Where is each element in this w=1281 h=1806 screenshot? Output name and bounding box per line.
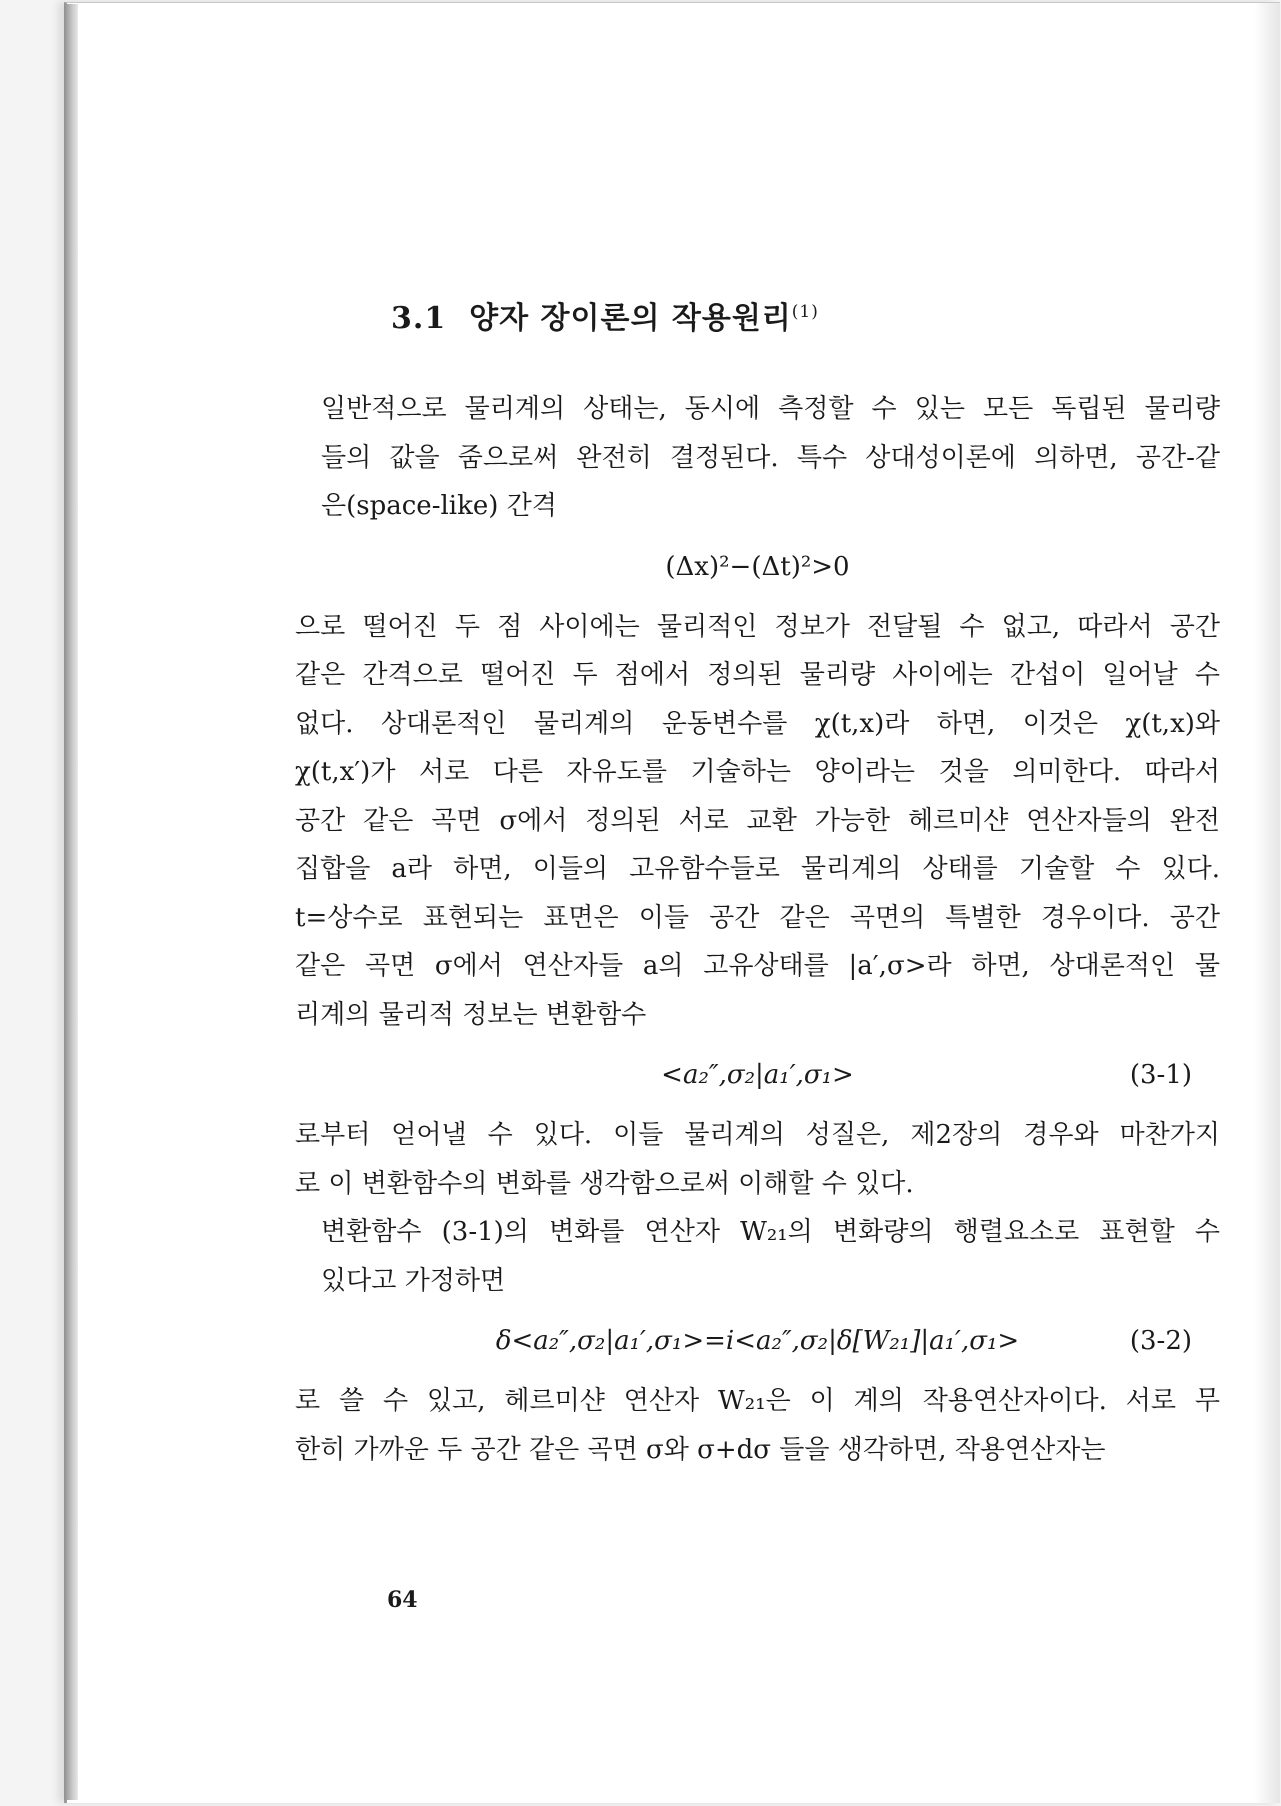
paragraph-4 (295, 1208, 1220, 1305)
equation-3-2 (295, 1305, 1220, 1377)
section-heading (391, 293, 1220, 337)
section-title: 양자 장이론의 작용원리 (469, 301, 792, 336)
footnote-reference: (1) (791, 302, 819, 322)
text-line: 로 쓸 수 있고, 헤르미샨 연산자 W₂₁은 이 계의 작용연산자이다. 서로 무 (295, 1386, 1220, 1416)
text-line: 같은 곡면 σ에서 연산자들 a의 고유상태를 |a′,σ>라 하면, 상대론적인 물 (295, 951, 1220, 981)
page-content (295, 293, 1220, 1474)
text-line: 일반적으로 물리계의 상태는, 동시에 측정할 수 있는 모든 독립된 물리량 (321, 394, 1220, 424)
text-line: 한히 가까운 두 공간 같은 곡면 σ와 σ+dσ 들을 생각하면, 작용연산자는 (295, 1434, 1106, 1465)
text-line: 같은 간격으로 떨어진 두 점에서 정의된 물리량 사이에는 간섭이 일어날 수 (295, 660, 1220, 690)
text-line: 없다. 상대론적인 물리계의 운동변수를 χ(t,x)라 하면, 이것은 χ(t,x)와 (295, 708, 1220, 739)
equation-number: (3-2) (1129, 1326, 1192, 1356)
paragraph-1 (295, 385, 1220, 531)
page-number: 64 (387, 1587, 418, 1613)
text-line: 공간 같은 곡면 σ에서 정의된 서로 교환 가능한 헤르미샨 연산자들의 완전 (295, 805, 1220, 836)
paragraph-3 (295, 1111, 1220, 1208)
text-line: 로부터 얻어낼 수 있다. 이들 물리계의 성질은, 제2장의 경우와 마찬가지 (295, 1120, 1220, 1150)
page-edge-shadow (1254, 3, 1280, 1803)
text-line: 리계의 물리적 정보는 변환함수 (295, 999, 647, 1030)
text-line: 로 이 변환함수의 변화를 생각함으로써 이해할 수 있다. (295, 1168, 914, 1199)
text-line: 으로 떨어진 두 점 사이에는 물리적인 정보가 전달될 수 없고, 따라서 공간 (295, 611, 1220, 642)
page-stack-edge (64, 4, 78, 1800)
equation-spacelike-interval (295, 531, 1220, 603)
text-line: 있다고 가정하면 (321, 1265, 506, 1296)
text-line: t=상수로 표현되는 표면은 이들 공간 같은 곡면의 특별한 경우이다. 공간 (295, 902, 1220, 933)
section-number: 3.1 (391, 301, 447, 336)
text-line: 집합을 a라 하면, 이들의 고유함수들로 물리계의 상태를 기술할 수 있다. (295, 854, 1220, 884)
text-line: 들의 값을 줌으로써 완전히 결정된다. 특수 상대성이론에 의하면, 공간-같 (321, 442, 1220, 473)
text-line: 은(space-like) 간격 (321, 491, 557, 521)
equation-number: (3-1) (1129, 1060, 1192, 1090)
equation-expression: <a₂″,σ₂|a₁′,σ₁> (661, 1060, 854, 1090)
paragraph-5 (295, 1377, 1220, 1474)
equation-expression: δ<a₂″,σ₂|a₁′,σ₁>=i<a₂″,σ₂|δ[W₂₁]|a₁′,σ₁> (495, 1326, 1020, 1356)
paragraph-2 (295, 603, 1220, 1040)
book-page (64, 2, 1280, 1803)
equation-expression: (Δx)²−(Δt)²>0 (665, 551, 850, 582)
text-line: 변환함수 (3-1)의 변화를 연산자 W₂₁의 변화량의 행렬요소로 표현할 수 (321, 1217, 1220, 1247)
text-line: χ(t,x′)가 서로 다른 자유도를 기술하는 양이라는 것을 의미한다. 따라서 (295, 757, 1220, 787)
equation-3-1 (295, 1039, 1220, 1111)
